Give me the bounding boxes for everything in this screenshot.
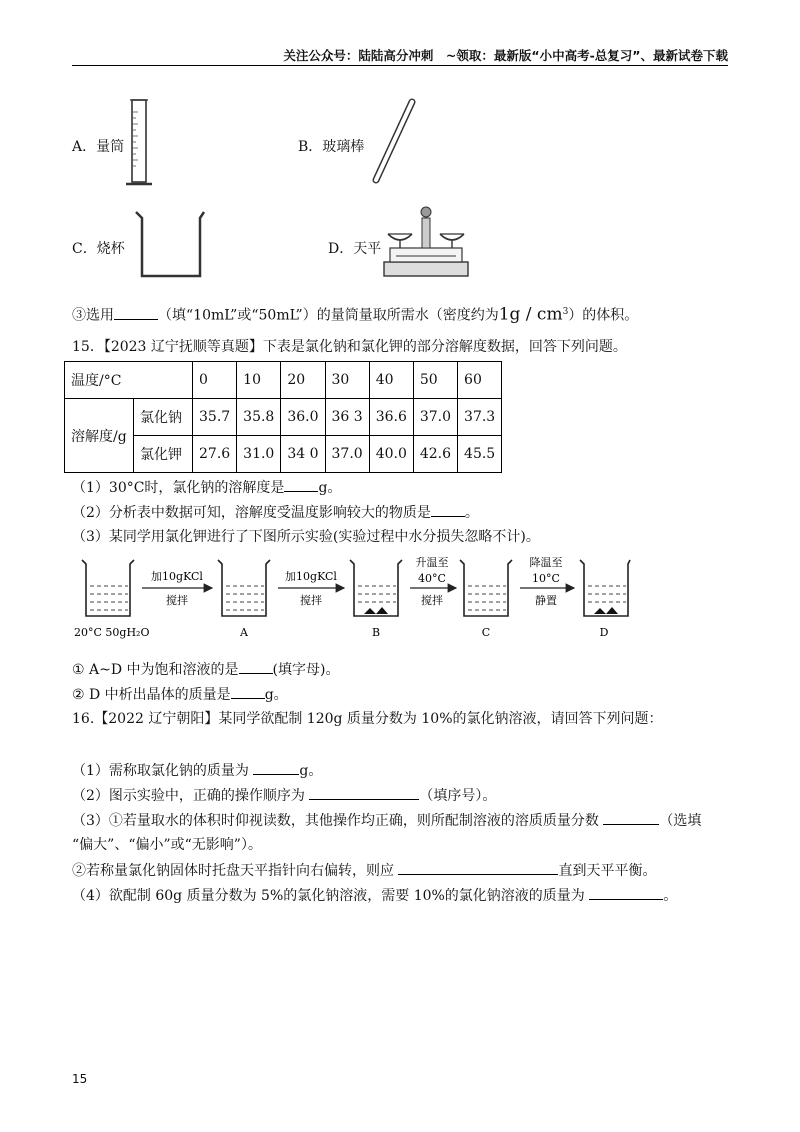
answer-blank[interactable] [589,885,663,900]
header-rule [72,65,728,66]
step-3-top-1: 升温至 [415,556,449,569]
step-1-bottom: 搅拌 [166,594,188,607]
measure-instruction: ③选用 （填“10mL”或“50mL”）的量筒量取所需水（密度约为$1g / cm^3$）的体积。 [72,304,639,325]
q15-part-2: （2）分析表中数据可知，溶解度受温度影响较大的物质是 。 [72,502,479,523]
answer-blank[interactable] [309,785,419,800]
label-c: C [481,626,491,639]
step-1-top: 加10gKCl [151,570,203,583]
page-number: 15 [72,1072,88,1086]
balance-scale-icon [376,200,476,282]
nacl-cell: 37.0 [413,399,457,436]
kcl-cell: 37.0 [325,436,369,473]
nacl-label: 氯化钠 [134,399,193,436]
option-a-label: A．量筒 [72,139,125,155]
q16-part-2: （2）图示实验中，正确的操作顺序为 （填序号）。 [72,785,496,806]
kcl-cell: 45.5 [458,436,502,473]
nacl-cell: 35.7 [193,399,237,436]
q16-part-1: （1）需称取氯化钠的质量为 g。 [72,760,322,781]
temp-cell: 60 [458,362,502,399]
beaker-start [82,560,134,616]
q15-part-3: （3）某同学用氯化钾进行了下图所示实验(实验过程中水分损失忽略不计)。 [72,529,540,545]
temp-cell: 0 [193,362,237,399]
label-a: A [240,626,248,639]
temp-cell: 10 [237,362,281,399]
option-c-label: C．烧杯 [72,241,125,257]
answer-blank[interactable] [239,659,273,674]
temp-cell: 20 [281,362,325,399]
step-2-bottom: 搅拌 [300,594,322,607]
q15-sub-1: ① A~D 中为饱和溶液的是 (填字母)。 [72,659,339,680]
temp-cell: 50 [413,362,457,399]
nacl-cell: 36.6 [369,399,413,436]
label-b: B [371,626,381,639]
experiment-diagram [72,552,632,642]
page-header: 关注公众号：陆陆高分冲刺 ~领取：最新版“小中高考-总复习”、最新试卷下载 [283,48,728,63]
kcl-cell: 31.0 [237,436,281,473]
kcl-cell: 34 0 [281,436,325,473]
beaker-d [580,560,630,616]
beaker-c [460,560,512,616]
q16-part-3b: ②若称量氯化钠固体时托盘天平指针向右偏转，则应 直到天平平衡。 [72,860,656,881]
graduated-cylinder-icon [120,92,160,188]
question-15-title: 15．【2023 辽宁抚顺等真题】下表是氯化钠和氯化钾的部分溶解度数据，回答下列问题。 [72,339,627,355]
beaker-icon [130,206,210,282]
temp-cell: 30 [325,362,369,399]
beaker-b [350,560,402,616]
step-4-top-2: 10°C [532,572,560,585]
answer-blank[interactable] [398,860,558,875]
q15-sub-2: ② D 中析出晶体的质量是 g。 [72,684,288,705]
step-2-top: 加10gKCl [285,570,337,583]
option-b-label: B．玻璃棒 [298,139,365,155]
glass-rod-icon [366,96,422,188]
q16-part-3: （3）①若量取水的体积时仰视读数，其他操作均正确，则所配制溶液的溶质质量分数 （选填 [72,810,701,831]
q16-part-4: （4）欲配制 60g 质量分数为 5%的氯化钠溶液，需要 10%的氯化钠溶液的质量为 。 [72,885,677,906]
answer-blank[interactable] [253,760,299,775]
answer-blank[interactable] [603,810,659,825]
nacl-cell: 36 3 [325,399,369,436]
step-3-bottom: 搅拌 [421,594,443,607]
step-4-top-1: 降温至 [529,556,563,569]
question-16-title: 16.【2022 辽宁朝阳】某同学欲配制 120g 质量分数为 10%的氯化钠溶液，请回答下列问题： [72,711,663,727]
temp-header: 温度/°C [65,362,193,399]
kcl-label: 氯化钾 [134,436,193,473]
step-4-bottom: 静置 [535,594,557,607]
label-d: D [599,626,609,639]
nacl-cell: 35.8 [237,399,281,436]
kcl-cell: 42.6 [413,436,457,473]
kcl-cell: 27.6 [193,436,237,473]
option-d-label: D．天平 [328,241,382,257]
nacl-cell: 37.3 [458,399,502,436]
answer-blank[interactable] [284,477,318,492]
solubility-table [64,361,502,473]
step-3-top-2: 40°C [418,572,446,585]
answer-blank[interactable] [231,684,265,699]
kcl-cell: 40.0 [369,436,413,473]
start-label: 20°C 50gH₂O [74,626,150,639]
q16-part-3-line-2: “偏大”、“偏小”或“无影响”）。 [72,837,262,853]
answer-blank[interactable] [431,502,465,517]
q15-part-1: （1）30°C时，氯化钠的溶解度是 g。 [72,477,341,498]
nacl-cell: 36.0 [281,399,325,436]
temp-cell: 40 [369,362,413,399]
solubility-header: 溶解度/g [65,399,134,473]
answer-blank[interactable] [114,305,158,320]
beaker-a [218,560,270,616]
